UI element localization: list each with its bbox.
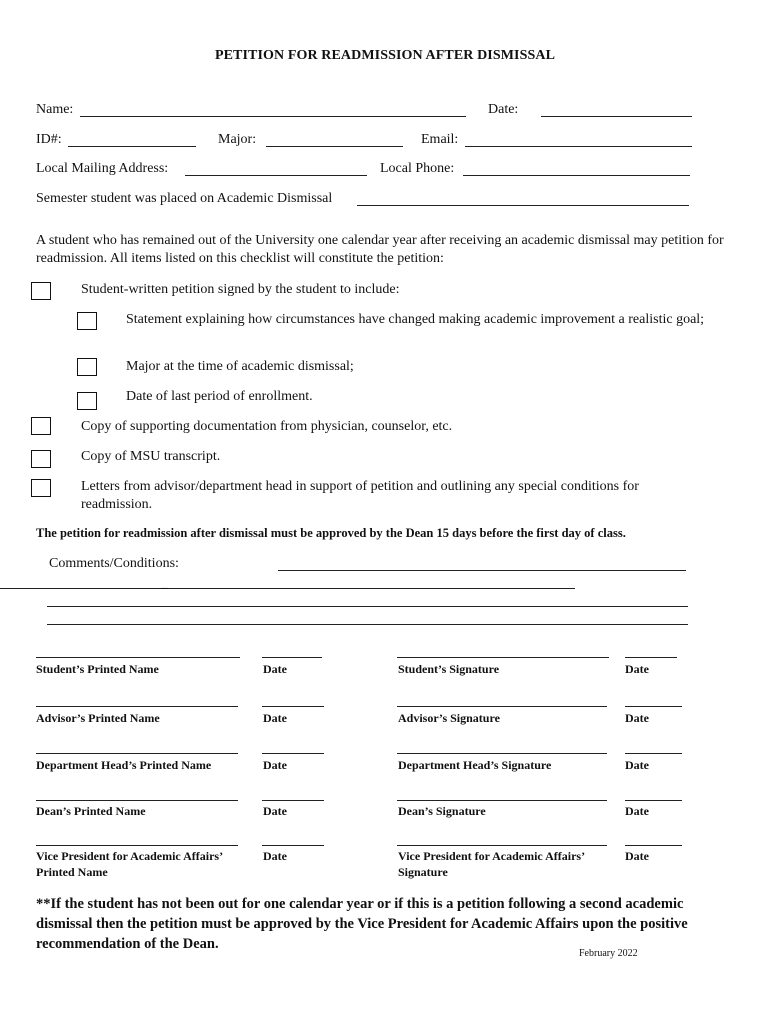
checkbox-statement[interactable]: [77, 312, 97, 330]
student-name-line[interactable]: [36, 657, 240, 658]
dean-signature-date-line[interactable]: [625, 800, 682, 801]
name-field[interactable]: [80, 116, 466, 117]
major-field[interactable]: [266, 146, 403, 147]
approval-note: The petition for readmission after dismissal must be approved by the Dean 15 days before the first day of class.: [36, 526, 626, 540]
checkbox-enrollment[interactable]: [77, 392, 97, 410]
semester-field[interactable]: [357, 205, 689, 206]
vp-date-label: Date: [263, 849, 287, 863]
checklist-item-letters: Letters from advisor/department head in support of petition and outlining any special conditions for readmission.: [81, 479, 639, 512]
checkbox-major[interactable]: [77, 358, 97, 376]
comments-underscore: _: [161, 576, 168, 591]
email-label: Email:: [421, 132, 459, 147]
date-label: Date:: [488, 102, 519, 117]
checklist-item-documentation: Copy of supporting documentation from physician, counselor, etc.: [81, 419, 453, 434]
comments-line-3[interactable]: [47, 606, 688, 607]
vp-signature-label: Vice President for Academic Affairs’ Signature: [398, 849, 585, 879]
checklist-subitem-enrollment: Date of last period of enrollment.: [126, 389, 313, 404]
date-field[interactable]: [541, 116, 692, 117]
advisor-signature-label: Advisor’s Signature: [398, 711, 500, 725]
major-label: Major:: [218, 132, 257, 147]
advisor-signature-line[interactable]: [397, 706, 607, 707]
student-name-label: Student’s Printed Name: [36, 662, 159, 676]
comments-line-1[interactable]: [278, 570, 686, 571]
dept-head-signature-date-label: Date: [625, 758, 649, 772]
checkbox-letters[interactable]: [31, 479, 51, 497]
advisor-signature-date-label: Date: [625, 711, 649, 725]
semester-label: Semester student was placed on Academic Dismissal: [36, 191, 333, 206]
id-label: ID#:: [36, 132, 62, 147]
dean-date-line[interactable]: [262, 800, 324, 801]
vp-signature-date-line[interactable]: [625, 845, 682, 846]
checklist-subitem-statement: Statement explaining how circumstances have changed making academic improvement a realistic goal;: [126, 312, 705, 327]
mailing-address-field[interactable]: [185, 175, 367, 176]
dean-date-label: Date: [263, 804, 287, 818]
advisor-name-label: Advisor’s Printed Name: [36, 711, 160, 725]
page-title: PETITION FOR READMISSION AFTER DISMISSAL: [214, 48, 556, 63]
dean-signature-label: Dean’s Signature: [398, 804, 486, 818]
comments-line-4[interactable]: [47, 624, 688, 625]
email-field[interactable]: [465, 146, 692, 147]
advisor-name-line[interactable]: [36, 706, 238, 707]
student-signature-line[interactable]: [397, 657, 609, 658]
checkbox-transcript[interactable]: [31, 450, 51, 468]
dean-signature-line[interactable]: [397, 800, 607, 801]
phone-label: Local Phone:: [380, 161, 455, 176]
vp-signature-line[interactable]: [397, 845, 607, 846]
vp-date-line[interactable]: [262, 845, 324, 846]
name-label: Name:: [36, 102, 74, 117]
footnote: **If the student has not been out for one calendar year or if this is a petition following a second academic dismissal then the petition must be approved by the Vice President for Academic Affairs upon the positive recommendation of the Dean.: [36, 896, 688, 952]
intro-paragraph: A student who has remained out of the University one calendar year after receiving an academic dismissal may petition for readmission. All items listed on this checklist will constitute the petition:: [36, 233, 724, 266]
comments-line-2[interactable]: [0, 588, 575, 589]
dept-head-signature-label: Department Head’s Signature: [398, 758, 552, 772]
vp-name-line[interactable]: [36, 845, 238, 846]
phone-field[interactable]: [463, 175, 690, 176]
advisor-signature-date-line[interactable]: [625, 706, 682, 707]
dept-head-name-label: Department Head’s Printed Name: [36, 758, 212, 772]
comments-label: Comments/Conditions:: [49, 556, 179, 571]
dept-head-name-line[interactable]: [36, 753, 238, 754]
advisor-date-line[interactable]: [262, 706, 324, 707]
checklist-item-transcript: Copy of MSU transcript.: [81, 449, 221, 464]
advisor-date-label: Date: [263, 711, 287, 725]
id-field[interactable]: [68, 146, 196, 147]
student-date-line[interactable]: [262, 657, 322, 658]
student-signature-date-line[interactable]: [625, 657, 677, 658]
dean-signature-date-label: Date: [625, 804, 649, 818]
student-signature-label: Student’s Signature: [398, 662, 500, 676]
vp-name-label: Vice President for Academic Affairs’ Printed Name: [36, 849, 223, 879]
dean-name-line[interactable]: [36, 800, 238, 801]
revision-date: February 2022: [579, 948, 638, 959]
student-signature-date-label: Date: [625, 662, 649, 676]
student-date-label: Date: [263, 662, 287, 676]
checklist-subitem-major: Major at the time of academic dismissal;: [126, 359, 354, 374]
dept-head-signature-line[interactable]: [397, 753, 607, 754]
checkbox-documentation[interactable]: [31, 417, 51, 435]
checklist-item-petition: Student-written petition signed by the student to include:: [81, 282, 400, 297]
dept-head-signature-date-line[interactable]: [625, 753, 682, 754]
dept-head-date-line[interactable]: [262, 753, 324, 754]
dept-head-date-label: Date: [263, 758, 287, 772]
dean-name-label: Dean’s Printed Name: [36, 804, 146, 818]
vp-signature-date-label: Date: [625, 849, 649, 863]
checkbox-petition[interactable]: [31, 282, 51, 300]
mailing-address-label: Local Mailing Address:: [36, 161, 169, 176]
